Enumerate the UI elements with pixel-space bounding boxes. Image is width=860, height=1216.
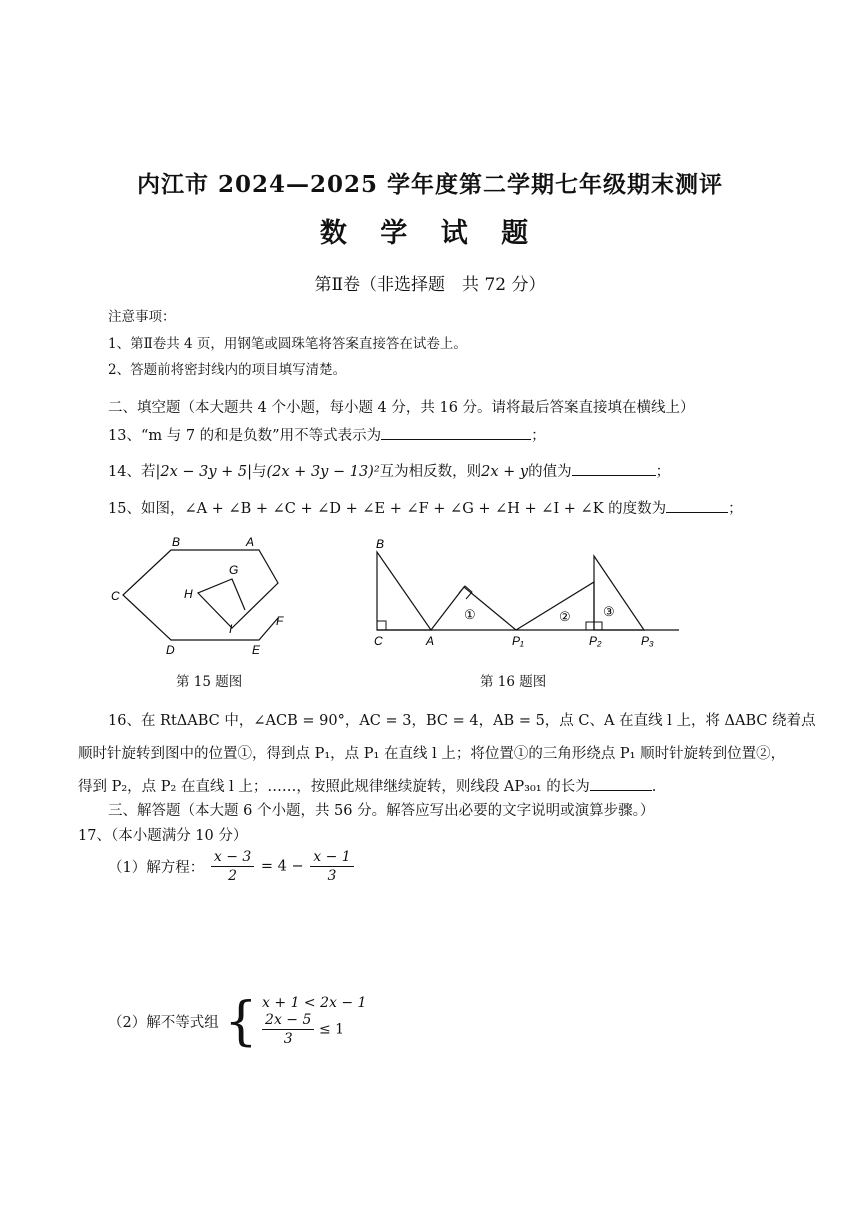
fig15-label-F: F	[276, 614, 284, 628]
answer-blank-16	[590, 776, 652, 791]
fig15-label-G: G	[229, 563, 239, 577]
question-16-period: .	[651, 779, 657, 795]
question-14-abs-expr: |2x − 3y + 5|	[155, 464, 253, 480]
question-14: 14、若|2x − 3y + 5|与(2x + 3y − 13)²互为相反数，则2x + y的值为 ；	[108, 460, 670, 481]
equation-left-fraction	[211, 848, 254, 885]
question-14-and: 与	[252, 464, 267, 480]
inequality-1: x + 1 < 2x − 1	[262, 995, 367, 1011]
figure-16-diagram	[368, 532, 683, 652]
question-16-line-3	[78, 775, 656, 796]
figure-15-diagram	[100, 530, 300, 665]
note-item-2: 2、答题前将密封线内的项目填写清楚。	[108, 362, 347, 378]
fig15-label-B: B	[172, 535, 181, 549]
triangle-position-2	[516, 582, 594, 630]
question-16-line-1: 16、在 RtΔABC 中，∠ACB = 90°，AC = 3，BC = 4，AB = 5，点 C、A 在直线 l 上，将 ΔABC 绕着点	[108, 713, 816, 729]
left-denominator: 2	[228, 868, 238, 884]
figure-16-caption: 第 16 题图	[480, 674, 547, 690]
question-14-middle: 互为相反数，则	[379, 464, 482, 480]
question-13: 13、“m 与 7 的和是负数”用不等式表示为 ；	[108, 424, 546, 445]
fig16-label-P2: P₂	[589, 634, 602, 648]
fig16-label-C: C	[374, 634, 383, 648]
note-item-1: 1、第Ⅱ卷共 4 页，用钢笔或圆珠笔将答案直接答在试卷上。	[108, 336, 467, 352]
fig16-circle-3: ③	[603, 604, 615, 619]
triangle-position-3	[594, 556, 644, 630]
inequality-2	[262, 1011, 366, 1048]
fig16-label-B: B	[376, 537, 385, 551]
equation-right-fraction	[310, 848, 353, 885]
equation-middle: = 4 −	[260, 858, 304, 875]
question-17-1-label: （1）解方程：	[108, 860, 205, 876]
fig15-label-D: D	[166, 643, 175, 657]
question-17-1	[108, 848, 356, 885]
inequality-2-rhs: ≤ 1	[319, 1021, 345, 1038]
fig15-label-E: E	[252, 643, 261, 657]
notes-heading: 注意事项：	[108, 309, 176, 325]
answer-blank-15	[666, 498, 728, 513]
part2-heading: 二、填空题（本大题共 4 个小题，每小题 4 分，共 16 分。请将最后答案直接填在横线上）	[108, 400, 695, 416]
question-17-heading: 17、（本小题满分 10 分）	[78, 828, 248, 844]
inequality-system	[262, 995, 366, 1048]
question-15: 15、如图，∠A + ∠B + ∠C + ∠D + ∠E + ∠F + ∠G + ∠H + ∠I + ∠K 的度数为 ；	[108, 497, 743, 518]
right-denominator: 3	[327, 868, 337, 884]
inequality-2-denominator: 3	[283, 1031, 293, 1047]
inequality-2-numerator: 2x − 5	[262, 1011, 314, 1030]
fig16-label-P1: P₁	[512, 634, 524, 648]
fig15-label-C: C	[111, 589, 120, 603]
figure-15-shape	[123, 550, 278, 640]
fig16-circle-1: ①	[464, 607, 476, 622]
question-15-text: 15、如图，∠A + ∠B + ∠C + ∠D + ∠E + ∠F + ∠G + ∠H + ∠I + ∠K 的度数为	[108, 501, 667, 517]
answer-blank-13	[381, 425, 531, 440]
part3-heading: 三、解答题（本大题 6 个小题，共 56 分。解答应写出必要的文字说明或演算步骤。）	[108, 803, 655, 819]
fig15-label-H: H	[184, 587, 193, 601]
right-numerator: x − 1	[310, 848, 353, 867]
question-14-target-expr: 2x + y	[481, 464, 529, 480]
fig16-label-A: A	[426, 634, 435, 648]
figure-15-caption: 第 15 题图	[176, 674, 243, 690]
section-heading: 第Ⅱ卷（非选择题 共 72 分）	[314, 275, 546, 295]
answer-blank-14	[572, 461, 656, 476]
question-16-line-3-text: 得到 P₂，点 P₂ 在直线 l 上；……，按照此规律继续旋转，则线段 AP₃₀₁ 的长为	[78, 779, 590, 795]
question-14-prefix: 14、若	[108, 464, 156, 480]
fig16-circle-2: ②	[559, 609, 571, 624]
question-14-suffix: 的值为	[528, 464, 572, 480]
fig15-label-I: I	[229, 622, 233, 636]
triangle-abc	[377, 552, 431, 630]
brace-icon: {	[224, 991, 258, 1052]
fig15-label-A: A	[246, 535, 255, 549]
question-17-2	[108, 991, 367, 1052]
inequality-2-fraction	[262, 1011, 314, 1048]
subject-title: 数 学 试 题	[319, 218, 541, 249]
left-numerator: x − 3	[211, 848, 254, 867]
question-16-line-2: 顺时针旋转到图中的位置①，得到点 P₁，点 P₁ 在直线 l 上；将位置①的三角形绕点 P₁ 顺时针旋转到位置②，	[78, 746, 786, 762]
question-13-text: 13、“m 与 7 的和是负数”用不等式表示为	[108, 428, 382, 444]
question-14-square-expr: (2x + 3y − 13)²	[266, 464, 380, 480]
exam-title: 内江市 2024—2025 学年度第二学期七年级期末测评	[136, 171, 724, 198]
question-17-2-label: （2）解不等式组	[108, 1015, 219, 1031]
right-angle-c	[377, 621, 386, 630]
fig16-label-P3: P₃	[641, 634, 654, 648]
